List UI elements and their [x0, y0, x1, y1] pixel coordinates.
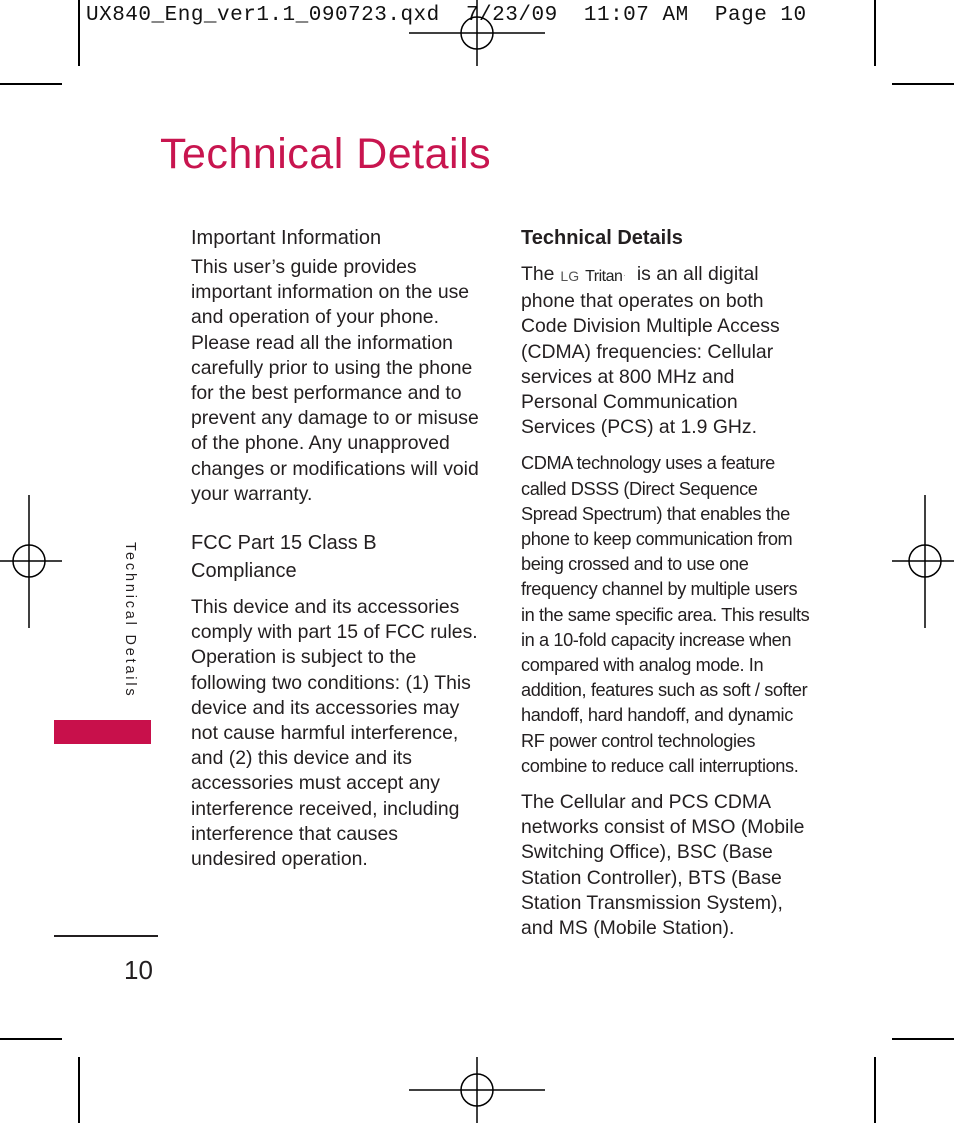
paragraph-fcc-compliance: This device and its accessories comply with part 15 of FCC rules. Operation is subject to the following two conditions: (1) This device and its accessories may not cause harmful interference, and (2) this device and its accessories must accept any interference received, including interference that causes undesired operation.	[191, 596, 478, 871]
page-number: 10	[124, 955, 153, 985]
side-section-label: Technical Details	[122, 542, 138, 699]
section-heading-fcc-compliance: FCC Part 15 Class B Compliance	[191, 532, 377, 583]
logo-mark: ·	[623, 273, 626, 279]
paragraph-technical-details	[521, 262, 813, 440]
lg-tritan-logo	[560, 264, 625, 289]
section-heading-important-information: Important Information	[191, 227, 382, 249]
right-column	[521, 224, 813, 941]
lg-logo-text: LG	[560, 268, 580, 284]
paragraph-lead-text: The	[521, 263, 555, 285]
page-title: Technical Details	[160, 130, 492, 178]
left-column	[191, 224, 487, 872]
section-heading-technical-details: Technical Details	[521, 227, 683, 249]
paragraph-cdma-technology: CDMA technology uses a feature called DSSS (Direct Sequence Spread Spectrum) that enables the phone to keep communication from being crossed and to use one frequency channel by multiple users in the same specific area. This results in a 10-fold capacity increase when compared with analog mode. In addition, features such as soft / softer handoff, hard handoff, and dynamic RF power control technologies combine to reduce call interruptions.	[521, 453, 810, 776]
paragraph-important-information: This user’s guide provides important information on the use and operation of your phone. Please read all the information carefully prior to using the phone for the best performance and to prevent any damage to or misuse of the phone. Any unapproved changes or modifications will void your warranty.	[191, 256, 479, 505]
paragraph-body-text: is an all digital phone that operates on both Code Division Multiple Access (CDMA) frequencies: Cellular services at 800 MHz and Personal Communication Services (PCS) at 1.9 GHz.	[521, 263, 780, 439]
section-tab-marker	[54, 720, 151, 744]
print-slug: UX840_Eng_ver1.1_090723.qxd 7/23/09 11:07 AM Page 10	[86, 4, 807, 27]
tritan-logo-text: Tritan	[585, 268, 623, 285]
paragraph-cdma-networks: The Cellular and PCS CDMA networks consist of MSO (Mobile Switching Office), BSC (Base Station Controller), BTS (Base Station Transmission System), and MS (Mobile Station).	[521, 791, 805, 940]
footer-rule	[54, 935, 158, 937]
